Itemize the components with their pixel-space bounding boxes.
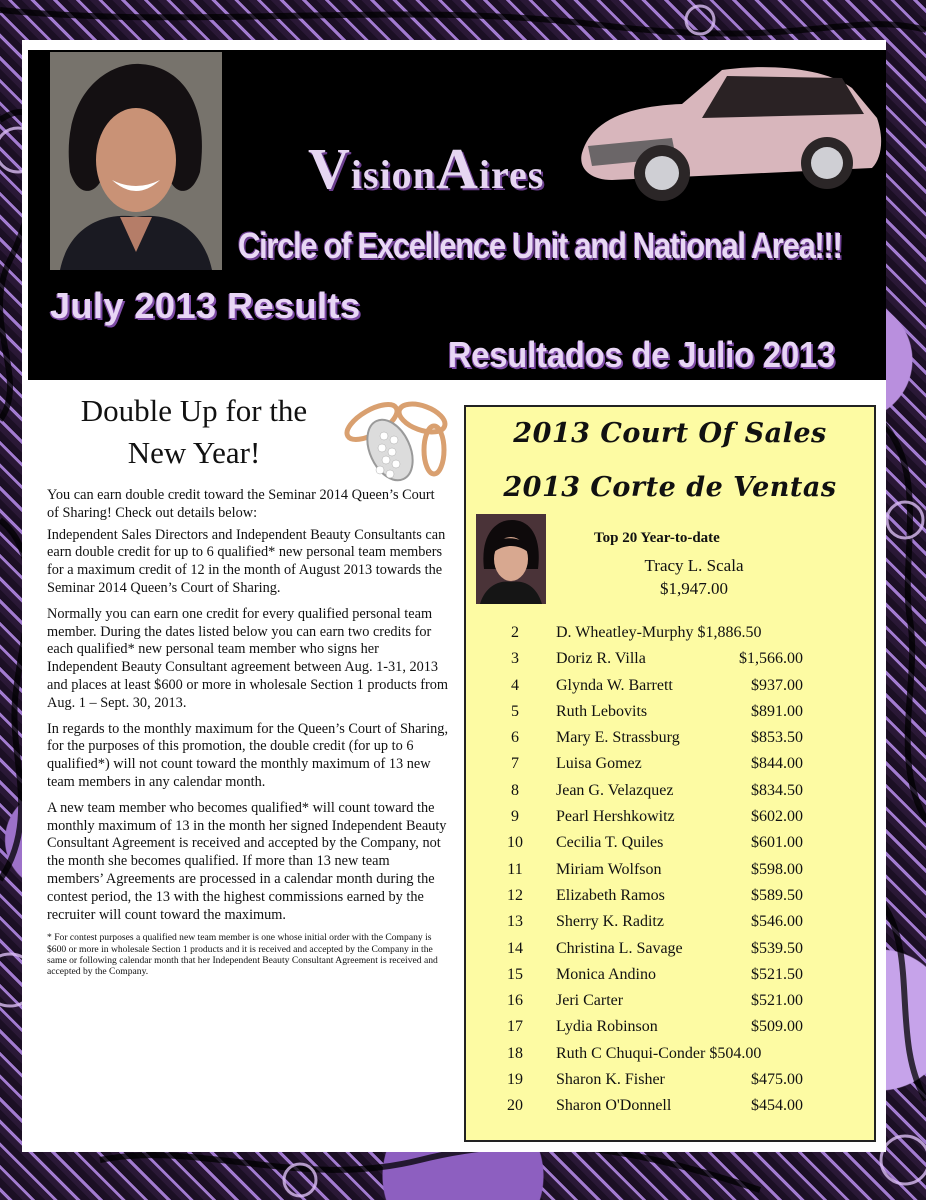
logo-part-ision: ision xyxy=(350,152,436,197)
winner-name: Tracy L. Scala xyxy=(644,556,744,575)
rank: 19 xyxy=(507,1071,523,1089)
consultant-name: Sharon O'Donnell xyxy=(556,1097,672,1115)
consultant-name: Pearl Hershkowitz xyxy=(556,808,675,826)
rank: 9 xyxy=(511,808,519,826)
consultant-name: D. Wheatley-Murphy $1,886.50 xyxy=(556,624,762,641)
rank: 17 xyxy=(507,1018,523,1036)
consultant-name: Cecilia T. Quiles xyxy=(556,834,664,852)
article-body xyxy=(47,487,449,977)
rank: 16 xyxy=(507,992,523,1010)
article-footnote: * For contest purposes a qualified new team member is one whose initial order with the Company is $600 or more in wholesale Section 1 products and it is received and accepted by the Company in the same or following calendar month that her Independent Beauty Consultant Agreement is received and accepted by the Company. xyxy=(47,932,438,977)
rank: 12 xyxy=(507,886,523,904)
consultant-name: Lydia Robinson xyxy=(556,1018,658,1036)
rank: 5 xyxy=(511,702,519,720)
winner-photo xyxy=(476,514,546,604)
ranking-row xyxy=(500,912,830,938)
consultant-name: Luisa Gomez xyxy=(556,755,642,773)
rank: 8 xyxy=(511,781,519,799)
consultant-name: Christina L. Savage xyxy=(556,939,683,957)
rank: 7 xyxy=(511,755,519,773)
sales-amount: $598.00 xyxy=(751,860,803,878)
sales-amount: $834.50 xyxy=(751,781,803,799)
consultant-name: Monica Andino xyxy=(556,965,656,983)
rank: 2 xyxy=(511,624,519,641)
ranking-row xyxy=(500,991,830,1017)
sales-amount: $853.50 xyxy=(751,729,803,747)
court-title-spanish: 2013 Corte de Ventas xyxy=(503,472,837,503)
rank: 14 xyxy=(507,939,523,957)
consultant-name: Mary E. Strassburg xyxy=(556,729,680,747)
logo-part-ires: ires xyxy=(478,152,545,197)
sales-amount: $891.00 xyxy=(751,702,803,720)
consultant-name: Doriz R. Villa xyxy=(556,650,646,668)
rank: 10 xyxy=(507,834,523,852)
consultant-name: Ruth C Chuqui-Conder $504.00 xyxy=(556,1044,762,1062)
ranking-row xyxy=(500,1070,830,1096)
sales-amount: $546.00 xyxy=(751,913,803,931)
director-portrait xyxy=(50,52,222,270)
article-intro: You can earn double credit toward the Seminar 2014 Queen’s Court of Sharing! Check out details below: xyxy=(47,487,435,521)
sales-amount: $602.00 xyxy=(751,808,803,826)
ranking-row xyxy=(500,939,830,965)
logo-letter-v: V xyxy=(308,136,351,201)
article-paragraph-1: Independent Sales Directors and Independent Beauty Consultants can earn double credit for up to 6 qualified* new personal team members for a maximum credit of 12 in the month of August 2013 towards the Seminar 2014 Queen’s Court of Sharing. xyxy=(47,526,446,596)
bee-brooch-image xyxy=(342,392,448,498)
rank: 4 xyxy=(511,676,519,694)
ranking-row xyxy=(500,965,830,991)
article-title-line2: New Year! xyxy=(127,435,261,470)
article-title-line1: Double Up for the xyxy=(80,393,308,428)
sales-amount: $601.00 xyxy=(751,834,803,852)
ranking-row xyxy=(500,623,830,649)
consultant-name: Sharon K. Fisher xyxy=(556,1071,665,1089)
visionaires-logo xyxy=(308,135,544,202)
ranking-row xyxy=(500,1096,830,1122)
sales-amount: $475.00 xyxy=(751,1071,803,1089)
ranking-row xyxy=(500,1044,830,1070)
ranking-row xyxy=(500,702,830,728)
article-title xyxy=(44,390,344,474)
sales-amount: $509.00 xyxy=(751,1018,803,1036)
article-paragraph-2: Normally you can earn one credit for every qualified personal team member. During the dates listed below you can earn two credits for each qualified* new personal team member who signs her Independent Beauty Consultant agreement between Aug. 1-31, 2013 and places at least $600 or more in wholesale Section 1 products from Aug. 1 – Sept. 30, 2013. xyxy=(47,605,448,711)
ranking-row xyxy=(500,1017,830,1043)
ranking-row xyxy=(500,833,830,859)
court-title-english: 2013 Court Of Sales xyxy=(513,418,827,449)
consultant-name: Jeri Carter xyxy=(556,992,624,1010)
ranking-row xyxy=(500,754,830,780)
ranking-row xyxy=(500,807,830,833)
consultant-name: Jean G. Velazquez xyxy=(556,781,674,799)
logo-letter-a: A xyxy=(435,136,479,201)
winner-amount: $1,947.00 xyxy=(660,579,728,598)
sales-amount: $521.00 xyxy=(751,992,803,1010)
consultant-name: Sherry K. Raditz xyxy=(556,913,664,931)
article-paragraph-4: A new team member who becomes qualified* will count toward the monthly maximum of 13 in the month her signed Independent Beauty Consultant Agreement is received and accepted by the Company, not the month she becomes qualified. If more than 13 new team members’ Agreements are processed in a calendar month during the contest period, the 13 with the highest commissions earned by the recruiter will count toward the maximum. xyxy=(47,799,447,923)
rank: 3 xyxy=(511,650,519,668)
circle-of-excellence-title: Circle of Excellence Unit and National Area!!! xyxy=(238,225,842,266)
sales-amount: $454.00 xyxy=(751,1097,803,1115)
ranking-row xyxy=(500,781,830,807)
rank: 6 xyxy=(511,729,519,747)
sales-amount: $589.50 xyxy=(751,886,803,904)
resultados-heading: Resultados de Julio 2013 xyxy=(448,334,836,375)
consultant-name: Glynda W. Barrett xyxy=(556,676,673,694)
rank: 13 xyxy=(507,913,523,931)
ranking-row xyxy=(500,676,830,702)
consultant-name: Ruth Lebovits xyxy=(556,702,648,720)
sales-amount: $1,566.00 xyxy=(739,650,803,668)
ranking-list xyxy=(500,623,830,1123)
july-results-heading: July 2013 Results xyxy=(50,285,361,326)
sales-amount: $521.50 xyxy=(751,965,803,983)
ranking-row xyxy=(500,886,830,912)
sales-amount: $539.50 xyxy=(751,939,803,957)
consultant-name: Miriam Wolfson xyxy=(556,860,662,878)
sales-amount: $937.00 xyxy=(751,676,803,694)
ranking-row xyxy=(500,860,830,886)
consultant-name: Elizabeth Ramos xyxy=(556,886,665,904)
top20-label: Top 20 Year-to-date xyxy=(594,530,720,546)
ranking-row xyxy=(500,728,830,754)
sales-amount: $844.00 xyxy=(751,755,803,773)
rank: 15 xyxy=(507,965,523,983)
rank: 18 xyxy=(507,1044,523,1062)
pink-cadillac-image xyxy=(572,58,884,208)
rank: 11 xyxy=(507,860,523,878)
rank: 20 xyxy=(507,1097,523,1115)
article-paragraph-3: In regards to the monthly maximum for the Queen’s Court of Sharing, for the purposes of this promotion, the double credit (for up to 6 qualified*) will not count toward the monthly maximum of 13 new team members in any calendar month. xyxy=(47,720,449,790)
ranking-row xyxy=(500,649,830,675)
